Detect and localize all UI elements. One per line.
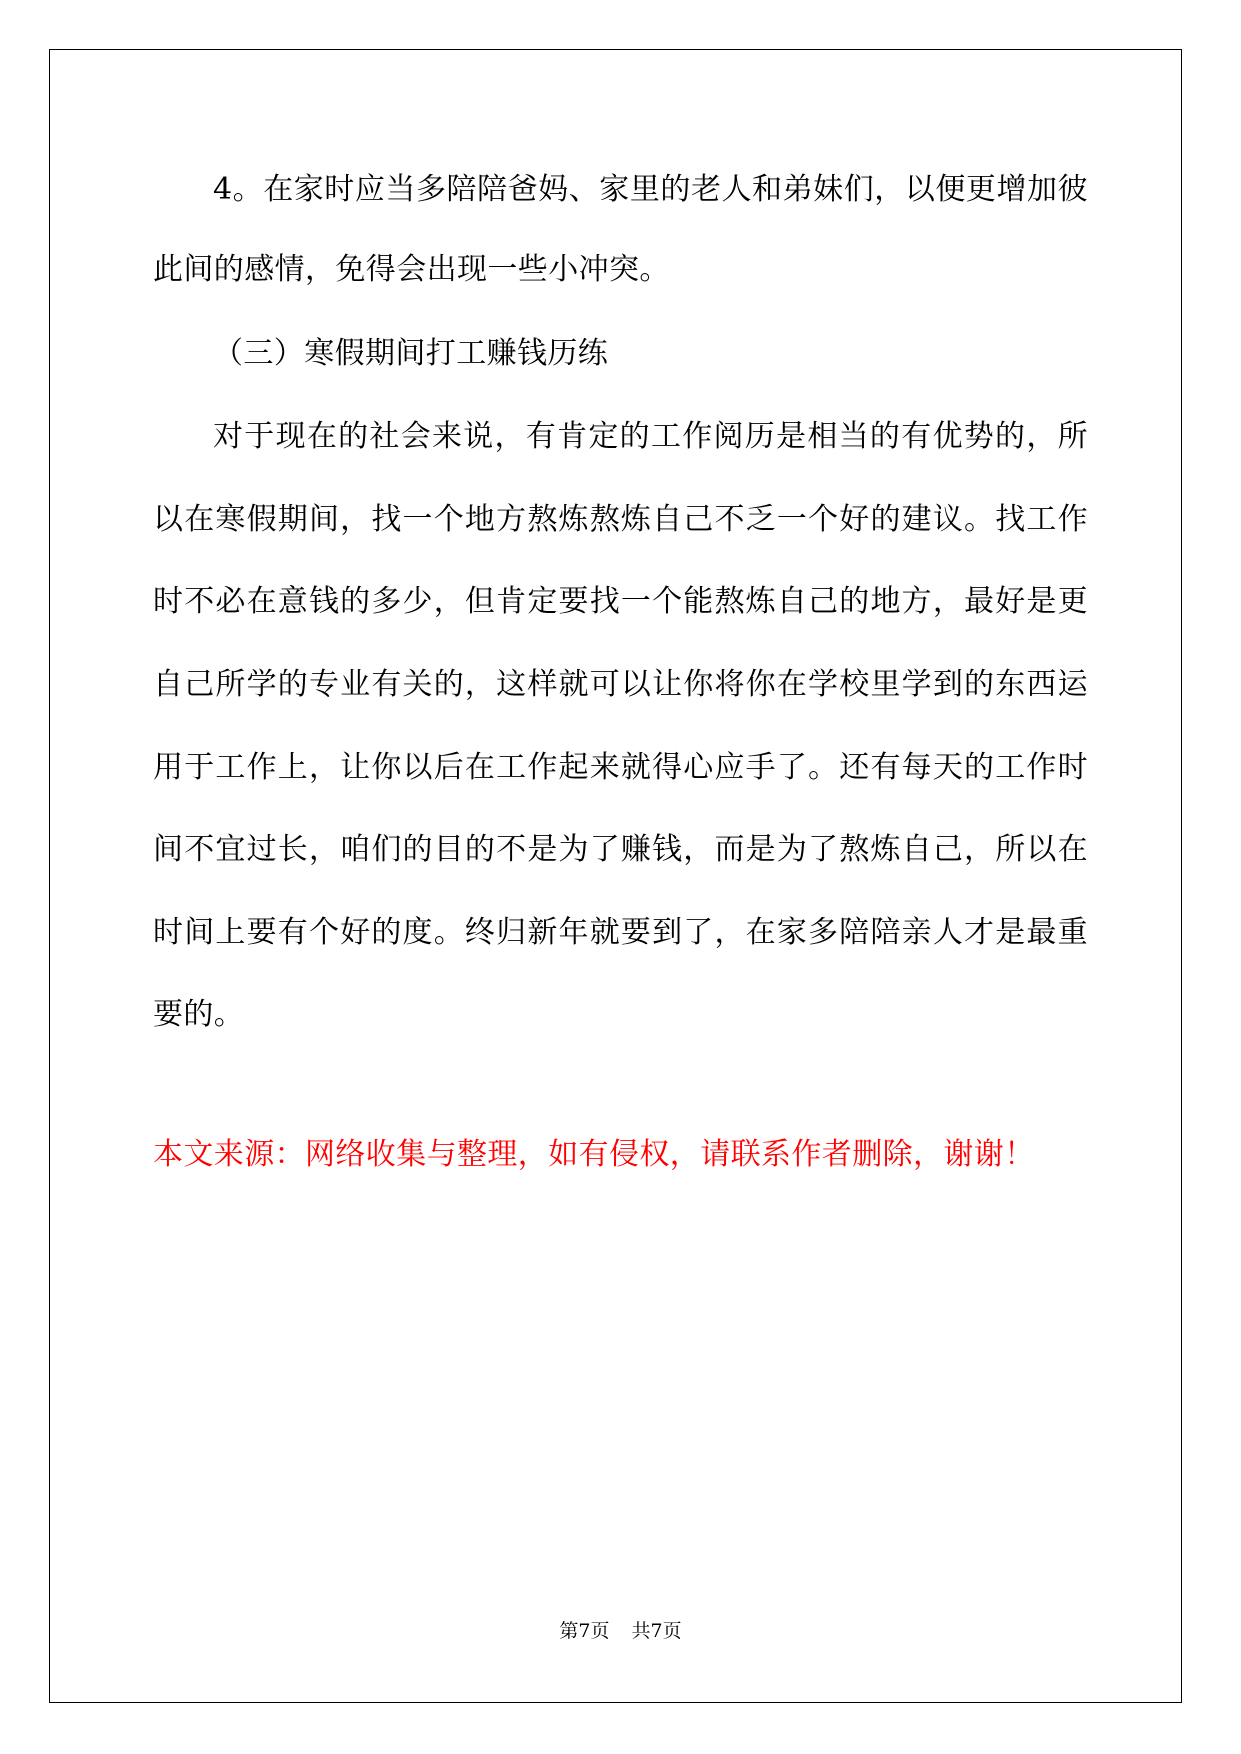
paragraph-line-8: 间不宜过长，咱们的目的不是为了赚钱，而是为了熬炼自己，所以在 xyxy=(153,832,1088,867)
section-heading: （三）寒假期间打工赚钱历练 xyxy=(213,336,609,371)
page-border xyxy=(49,49,1182,1703)
paragraph-line-5: 时不必在意钱的多少，但肯定要找一个能熬炼自己的地方，最好是更 xyxy=(153,584,1088,619)
paragraph-line-4: 以在寒假期间，找一个地方熬炼熬炼自己不乏一个好的建议。找工作 xyxy=(153,502,1088,537)
paragraph-line-2: 此间的感情，免得会出现一些小冲突。 xyxy=(153,252,670,287)
page-footer xyxy=(0,1619,1241,1643)
source-note: 本文来源：网络收集与整理，如有侵权，请联系作者删除，谢谢！ xyxy=(153,1137,1035,1172)
page-number-total: 共7页 xyxy=(631,1620,682,1642)
paragraph-line-3: 对于现在的社会来说，有肯定的工作阅历是相当的有优势的，所 xyxy=(213,419,1088,454)
paragraph-line-1: 4。在家时应当多陪陪爸妈、家里的老人和弟妹们，以便更增加彼 xyxy=(213,172,1088,207)
page-number-current: 第7页 xyxy=(559,1620,610,1642)
paragraph-line-10: 要的。 xyxy=(153,997,245,1032)
paragraph-line-6: 自己所学的专业有关的，这样就可以让你将你在学校里学到的东西运 xyxy=(153,667,1088,702)
paragraph-line-7: 用于工作上，让你以后在工作起来就得心应手了。还有每天的工作时 xyxy=(153,750,1088,785)
paragraph-line-9: 时间上要有个好的度。终归新年就要到了，在家多陪陪亲人才是最重 xyxy=(153,915,1088,950)
